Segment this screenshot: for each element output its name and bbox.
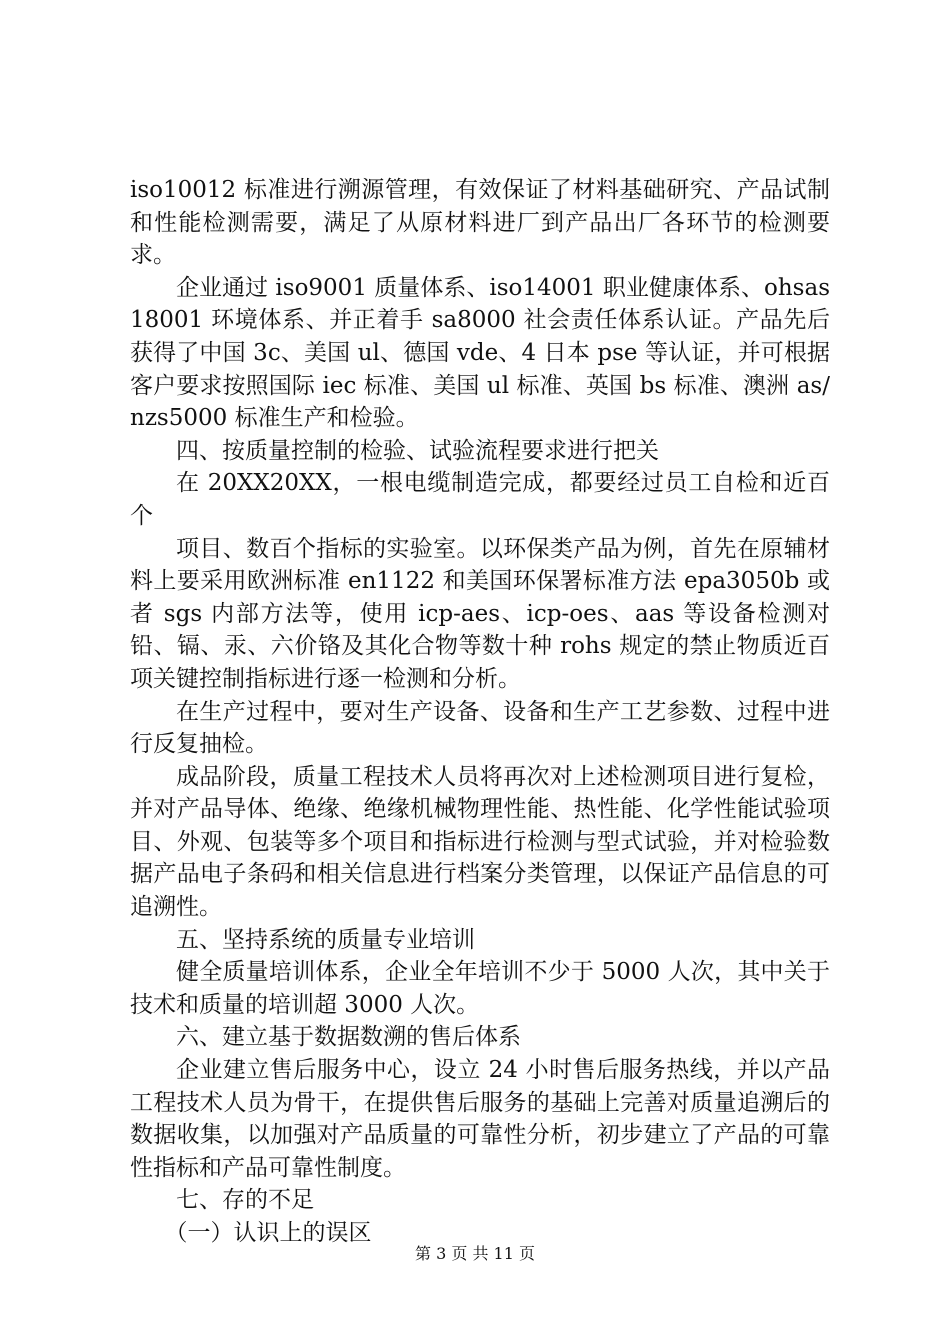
paragraph-inspection-intro: 在 20XX20XX，一根电缆制造完成，都要经过员工自检和近百个 [130, 470, 830, 529]
paragraph-lab-testing: 项目、数百个指标的实验室。以环保类产品为例，首先在原辅材料上要采用欧洲标准 en1122 和美国环保署标准方法 epa3050b 或者 sgs 内部方法等，使用 icp-aes、icp-oes、aas 等设备检测对铅、镉、汞、六价铬及其化合物等数十种 rohs 规定的禁止物质近百项关键控制指标进行逐一检测和分析。 [130, 535, 830, 692]
paragraph-production-process: 在生产过程中，要对生产设备、设备和生产工艺参数、过程中进行反复抽检。 [130, 698, 830, 758]
section-heading-4: 四、按质量控制的检验、试验流程要求进行把关 [176, 437, 659, 464]
document-body [130, 174, 830, 1250]
paragraph-training: 健全质量培训体系，企业全年培训不少于 5000 人次，其中关于技术和质量的培训超 3000 人次。 [130, 959, 830, 1018]
paragraph-after-sales: 企业建立售后服务中心，设立 24 小时售后服务热线，并以产品工程技术人员为骨干，在提供售后服务的基础上完善对质量追溯后的数据收集，以加强对产品质量的可靠性分析，初步建立了产品的可靠性指标和产品可靠性制度。 [130, 1057, 830, 1181]
paragraph-continuation: iso10012 标准进行溯源管理，有效保证了材料基础研究、产品试制和性能检测需要，满足了从原材料进厂到产品出厂各环节的检测要求。 [130, 177, 830, 269]
section-heading-7: 七、存的不足 [176, 1187, 314, 1214]
paragraph-certifications: 企业通过 iso9001 质量体系、iso14001 职业健康体系、ohsas18001 环境体系、并正着手 sa8000 社会责任体系认证。产品先后获得了中国 3c、美国 ul、德国 vde、4 日本 pse 等认证，并可根据客户要求按照国际 iec 标准、美国 ul 标准、英国 bs 标准、澳洲 as/nzs5000 标准生产和检验。 [130, 274, 830, 432]
paragraph-finished-product: 成品阶段，质量工程技术人员将再次对上述检测项目进行复检，并对产品导体、绝缘、绝缘机械物理性能、热性能、化学性能试验项目、外观、包装等多个项目和指标进行检测与型式试验，并对检验数据产品电子条码和相关信息进行档案分类管理，以保证产品信息的可追溯性。 [130, 763, 830, 921]
section-heading-6: 六、建立基于数据数溯的售后体系 [176, 1024, 521, 1051]
subsection-heading-1: （一）认识上的误区 [164, 1220, 372, 1246]
page-footer: 第 3 页 共 11 页 [415, 1244, 535, 1263]
section-heading-5: 五、坚持系统的质量专业培训 [176, 926, 475, 953]
